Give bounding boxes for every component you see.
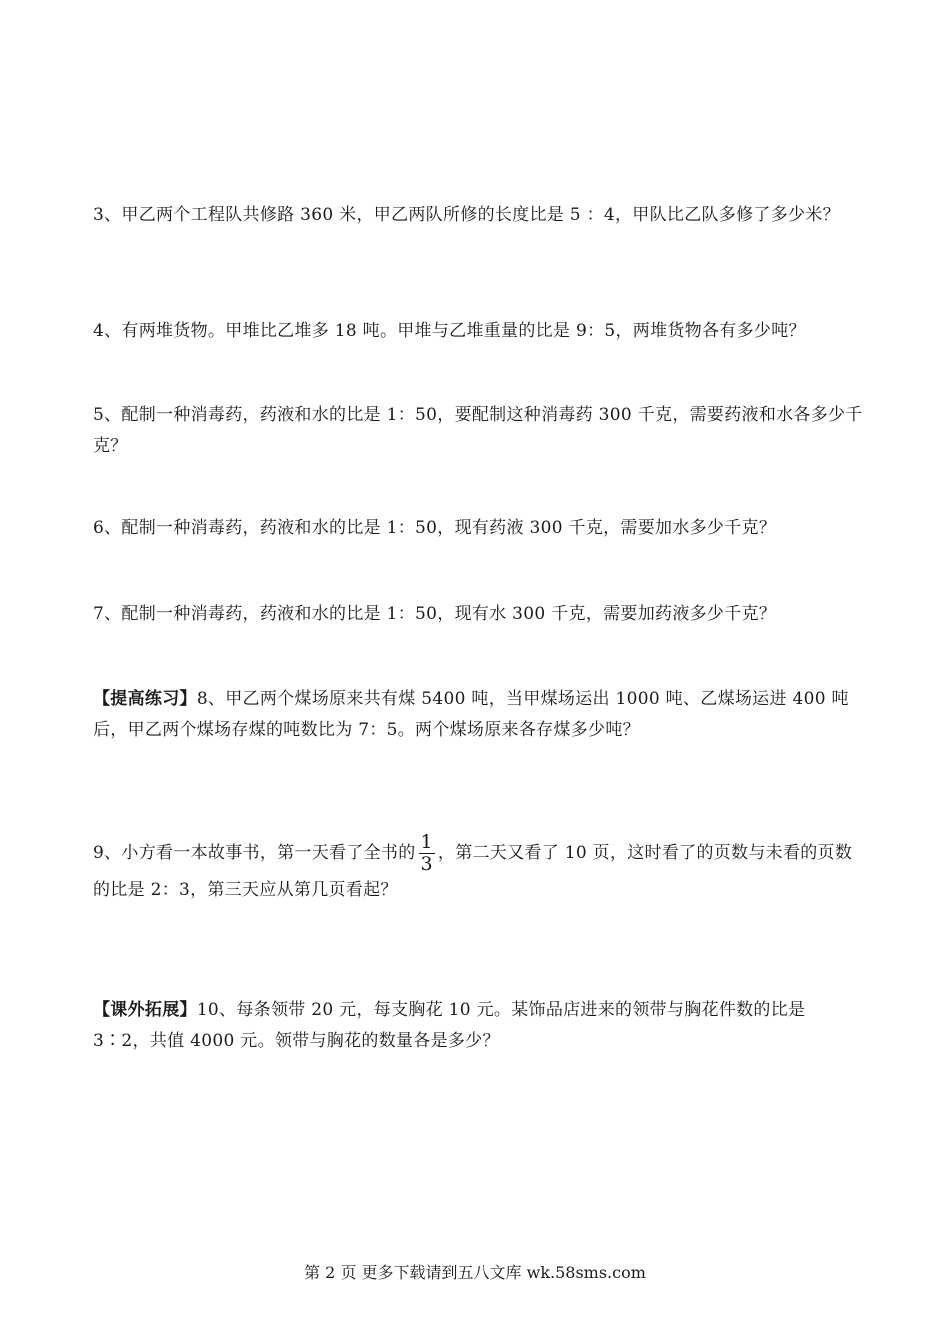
problem-8 <box>93 684 863 746</box>
problem-3 <box>93 200 863 231</box>
problem-4 <box>93 316 863 347</box>
footer-text: 第 2 页 更多下载请到五八文库 wk.58sms.com <box>304 1263 646 1282</box>
page-footer <box>0 1263 950 1283</box>
problem-5 <box>93 400 863 462</box>
problem-3-text: 3、甲乙两个工程队共修路 360 米，甲乙两队所修的长度比是 5 ：4，甲队比乙队多修了多少米？ <box>93 205 840 225</box>
section-tag-extension: 【课外拓展】 <box>93 1000 197 1020</box>
fraction-one-third <box>419 832 435 875</box>
problem-8-text: 8、甲乙两个煤场原来共有煤 5400 吨，当甲煤场运出 1000 吨、乙煤场运进 400 吨后，甲乙两个煤场存煤的吨数比为 7：5。两个煤场原来各存煤多少吨？ <box>93 689 849 740</box>
fraction-denominator: 3 <box>420 853 433 875</box>
problem-6 <box>93 513 863 544</box>
problem-5-text: 5、配制一种消毒药，药液和水的比是 1：50，要配制这种消毒药 300 千克，需要药液和水各多少千克？ <box>93 405 863 456</box>
problem-9-text-before: 9、小方看一本故事书，第一天看了全书的 <box>93 843 416 863</box>
problem-4-text: 4、有两堆货物。甲堆比乙堆多 18 吨。甲堆与乙堆重量的比是 9：5，两堆货物各有多少吨？ <box>93 321 806 341</box>
problem-7-text: 7、配制一种消毒药，药液和水的比是 1：50，现有水 300 千克，需要加药液多少千克？ <box>93 604 777 624</box>
fraction-numerator: 1 <box>420 831 433 853</box>
problem-10 <box>93 995 863 1057</box>
problem-7 <box>93 599 863 630</box>
problem-9-text-after: ，第二天又看了 10 页，这时看了的页数与未看的页数的比是 2：3，第三天应从第几页看起？ <box>93 843 853 900</box>
problem-6-text: 6、配制一种消毒药，药液和水的比是 1：50，现有药液 300 千克，需要加水多少千克？ <box>93 518 777 538</box>
problem-9 <box>93 832 863 906</box>
problem-10-text: 10、每条领带 20 元，每支胸花 10 元。某饰品店进来的领带与胸花件数的比是 3∶2，共值 4000 元。领带与胸花的数量各是多少？ <box>93 1000 806 1051</box>
section-tag-improve: 【提高练习】 <box>93 689 197 709</box>
